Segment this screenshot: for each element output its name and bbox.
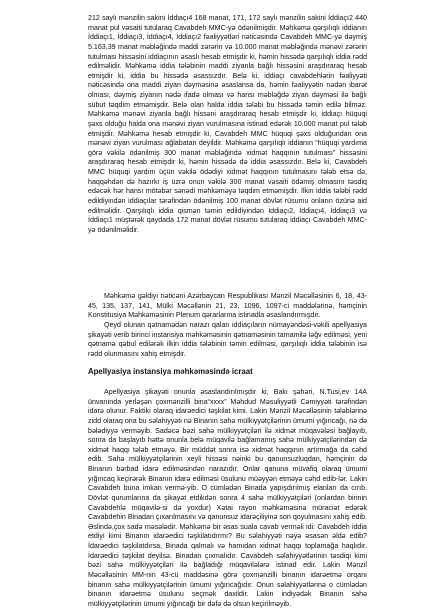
paragraph-appeal-request: Qeyd olunan qətnamədən narazı qalan iddiaçıların nümayəndəsi-vəkili apellyasiya şikayəti verib birinci instansiya məhkəməsinin qətnaməsinin tamamilə ləğv edilməsi, yeni qətnamə qəbul edilərək ilkin iddia tələbinin təmin edilməsi, qarşılıqlı iddia tələbinin isə rədd olunmasını xahiş etmişdir. <box>88 321 367 358</box>
paragraph-legal-basis: Məhkəmə gəldiyi nəticəni Azərbaycan Respublikası Mənzil Məcəlləsinin 6, 18, 43-45, 135, 137, 141, Mülki Məcəllənin 21, 23, 1096, 1097-ci maddələrinə, həmçinin Konstitusiya Məhkəməsinin Plenum qərarlarına istinadla əsaslandırmışdır. <box>88 292 367 320</box>
section-heading: Apellyasiya instansiya məhkəməsində icraat <box>88 367 253 376</box>
paragraph-court-findings: 212 saylı mənzilin sakini İddiaçı4 168 manat, 171, 172 saylı mənzilin sakini İddiaçı2 440 manat pul vəsaiti tutularaq Cavabdeh MMC-yə ödənilmişdir. Məhkəmə qərşılıqlı iddianın İddiaçı1, İddiaçı3, İddiaçı4, İddiaçı2 fəaliyyətləri nəticəsində Cavabdeh MMC-yə dəymiş 5.163,39 manat məbləğində maddi zərərin və 10.000 manat məbləğində mənəvi zərərin tutulması hissəsini iddiaçının əsaslı hesab etmişdir ki, həmin hissədə qarşılıqlı iddia rədd edilməlidir. Məhkəmə iddia tələbinin maddi ziyanla bağlı hissəsini araşdıraraq hesab etmişdir ki, iddia bu hissədə əsassızdır. Belə ki, iddiaçı cavabdehlərin fəaliyyəti nəticəsində ona maddi ziyan dəyməsinə əsaslansa da, həmin fəaliyyətin nədən ibarət olması, dəymiş ziyanın nədə ifadə olması və hansı məbləğdə ziyan dəyməsi ilə bağlı sübut təqdim etməmişdir. Belə olan halda iddia tələbi bu hissədə təmin edilə bilməz. Məhkəmə mənəvi ziyanla bağlı hissəni araşdıraraq hesab etmişdir ki, iddiaçı hüquqi şəxs olduğu halda ona mənəvi ziyan vurulmasına istinad edərək 10.000 manat pul tələb etmişdir. Məhkəmə hesab etmişdir ki, Cavabdeh MMC hüquqi şəxs olduğundan ona mənəvi ziyan vurulması ağlabatan deyildir. Məhkəmə qarşılıqlı iddianın “hüquqi yardıma görə vəkilə ödənilmiş 300 manat məbləğində xidmət haqqının tutulması” hissəsini araşdıraraq hesab etmişdir ki, həmin hissədə də iddia əsassızdır. Belə ki, Cavabdeh MMC hüquqi yardım üçün vəkilə ödədiyi xidmət haqqının tutulmasını tələb etsə də, haqqəhdən də hazırkı iş üzrə onun vəkilə 300 manat vəsaiti ödəmiş olmasını təsdiq edəcək hər hansı mötəbər sənədi məhkəməyə təqdim etməmişdir. İlkin iddia tələbi rədd edildiyindən iddiaçılar tərəfindən ödənilmiş 100 manat dövlət rüsumu onların özünə aid edilməlidir. Qarşılıqlı iddia qismən təmin edildiyindən İddiaçı2, İddiaçı4, İddiaçı3 və İddiaçı1 müştərək qaydada 172 manat dövlət rüsumu tutularaq iddiaçı Cavabdeh MMC-yə ödənilməlidir. <box>88 14 367 234</box>
paragraph-appeal-grounds: Apellyasiya şikayəti onunla əsaslandırılmışdır ki, Bakı şəhəri, N.Tusi,ev 14A ünvanında yerləşən çoxmənzilli bina“xxxx” Məhdud Məsuliyyətli Cəmiyyəti tərəfindən idarə olunur. Faktiki olaraq idarəedici təşkilat kimi. Lakin Mənzil Məcəlləsinin tələblərinə zidd olaraq ona bu səlahiyyəti nə Binanın sahə mülkiyyətçilərinin ümumi yığıncağı, nə də bələdiyyə verməyib. Sadəcə bəzi sahə mülkiyyətçiləri ilə xidmət müqavələsi bağlayıb, sonra da başlayıb həttə onunla belə müqavilə bağlamamış sahə mülkiyyətçilərindən də xidmət haqqı tələb etməyə. Bir müddət sonra isə xidmət haqqının artırmağa da cəhd edib. Sahə mülkiyyətçilərinin xeyli hissəsi nəinki bu qanunsuzluqdan, həmçinin də Binanın bərbad idarə edilməsindən narazıdır. Onlar qanuna müvafiq olaraq ümumi yığıncaq keçirərək Binanın idarə edilməsi üsulunu müəyyən etməyə cəhd edib-lər. Lakin Cavabdeh buna imkan vermə-yib. O cümlədən Binada yapışdırılmış elanları da cırıb. Dövlət qurumlarına da şikayət etdikdən sonra 4 sahə mülkiyyətçiləri (onlardan birinin Cavabdehlə müqavilə-si də yoxdur) Xətai rayon məhkəməsinə müraciət edərək Cavabdehin Binadan çıxarılmasını və qanunsuz idarəçiliyinə son qoyulmasını xahiş edib. Əslində,çox sadə məsələdir. Məhkəmə bir əsas suala cavab verməli idi: Cavabdeh iddia etdiyi kimi Binanın idarəedici təşkilatıdırmı? Bu səlahiyyəti nəyə əsasən əldə edib? İdarəedici təşkilatdırsa, Binada qalmalı və hamıdan xidmət haqqı toplamağa haqlıdır. İdarəedici təşkilat deyilsə, Binadan çıxmalıdır. Cavabdeh səlahiyyətlərinin təsdiqi kimi bəzi sahə mülkiyyətçiləri ilə bağladığı müqavilələrə istinad edir. Lakin Mənzil Məcəlləsinin MM-nin 43-cü maddəsinə görə çoxmənzilli binanın idarəetmə orqanı binanın sahə mülkiyyətçilərinin ümumi yığıncağıdır. Onun səlahiyyətlərinə o cümlədən binanın idarəetmə üsulunu seçmək daxildir. Lakin indiyədək Binanın sahə mülkiyyətçilərinin ümumi yığıncağı bir dəfə də olsun keçirilməyib. <box>88 388 367 608</box>
